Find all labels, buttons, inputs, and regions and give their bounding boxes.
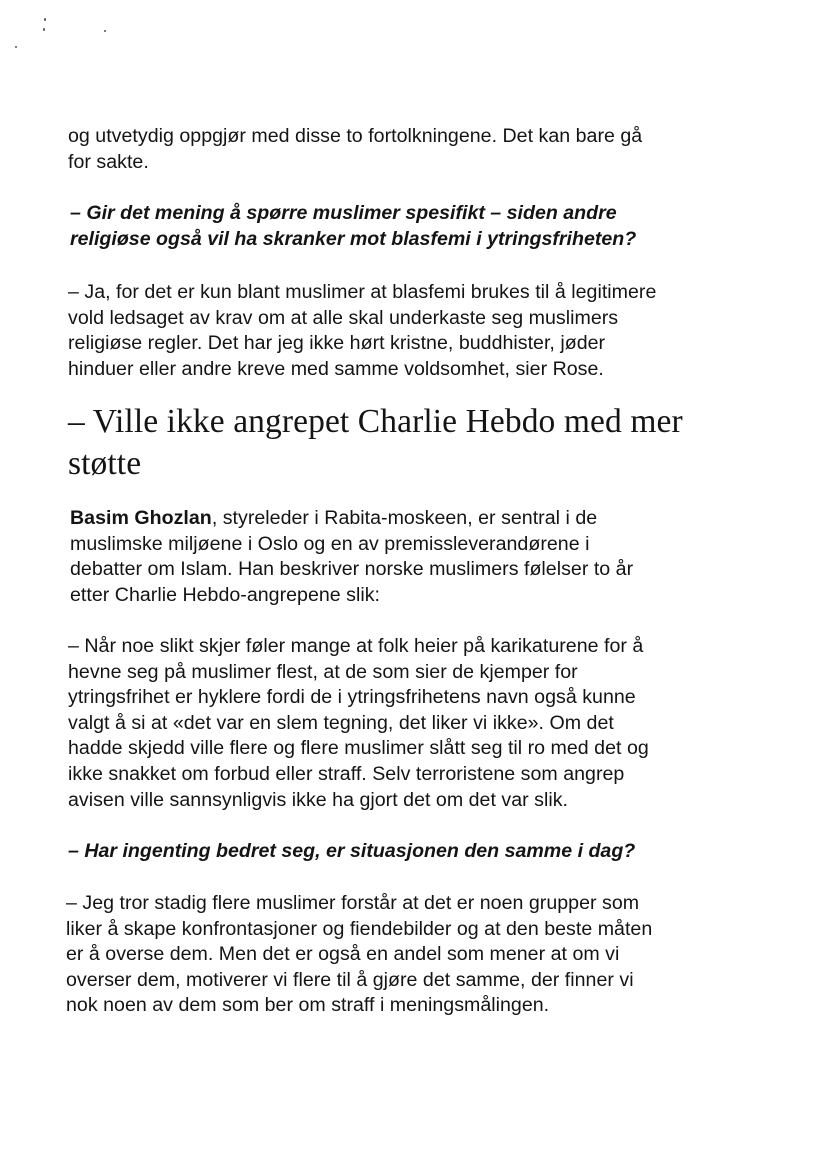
interview-question-1: – Gir det mening å spørre muslimer spesifikt – siden andre religiøse også vil ha skranker mot blasfemi i ytringsfriheten? [70, 202, 637, 250]
scan-artifact [15, 46, 17, 48]
paragraph-answer-ghozlan-2: – Jeg tror stadig flere muslimer forstår at det er noen grupper som liker å skape konfrontasjoner og fiendebilder og at den beste måten er å overse dem. Men det er også en andel som mener at om vi overser dem, motiverer vi flere til å gjøre det samme, der finner vi nok noen av dem som ber om straff i meningsmålingen. [66, 892, 653, 1017]
paragraph-ghozlan-intro [70, 506, 633, 608]
paragraph-ghozlan-intro-text: , styreleder i Rabita-moskeen, er sentral i de muslimske miljøene i Oslo og en av premissleverandørene i debatter om Islam. Han beskriver norske muslimers følelser to år etter Charlie Hebdo-angrepene slik: [70, 507, 634, 606]
person-name: Basim Ghozlan [70, 507, 212, 529]
scan-artifact [43, 28, 45, 31]
paragraph-answer-ghozlan-1: – Når noe slikt skjer føler mange at folk heier på karikaturene for å hevne seg på muslimer flest, at de som sier de kjemper for ytringsfrihet er hyklere fordi de i ytringsfrihetens navn også kunne valgt å si at «det var en slem tegning, det liker vi ikke». Om det hadde skjedd ville flere og flere muslimer slått seg til ro med det og ikke snakket om forbud eller straff. Selv terroristene som angrep avisen ville sannsynligvis ikke ha gjort det om det var slik. [68, 635, 649, 811]
paragraph-answer-rose: – Ja, for det er kun blant muslimer at blasfemi brukes til å legitimere vold ledsaget av krav om at alle skal underkaste seg muslimers religiøse regler. Det har jeg ikke hørt kristne, buddhister, jøder hinduer eller andre kreve med samme voldsomhet, sier Rose. [68, 281, 657, 380]
interview-question-2: – Har ingenting bedret seg, er situasjonen den samme i dag? [68, 840, 636, 862]
section-heading: – Ville ikke angrepet Charlie Hebdo med mer støtte [68, 403, 683, 482]
paragraph-intro: og utvetydig oppgjør med disse to fortolkningene. Det kan bare gå for sakte. [68, 125, 643, 173]
scan-artifact [104, 30, 106, 32]
scan-artifact [44, 18, 46, 21]
